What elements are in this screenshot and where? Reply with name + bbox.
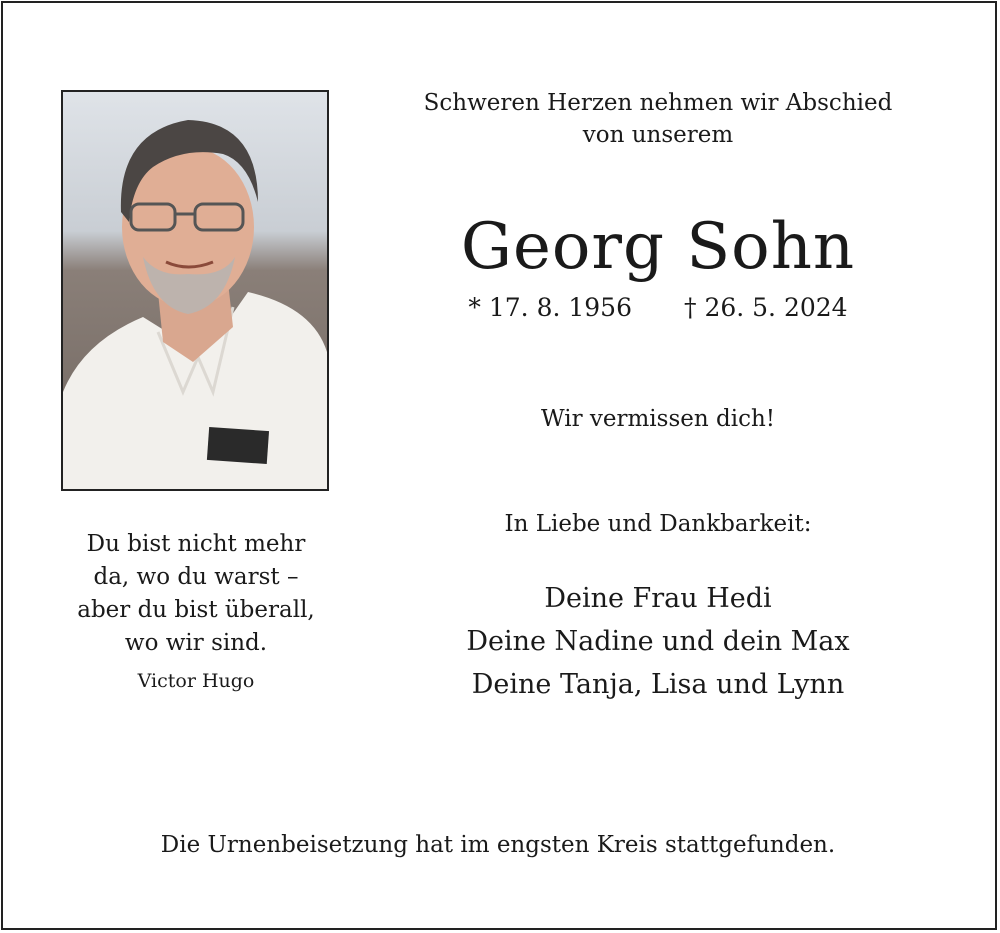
closing-phrase: In Liebe und Dankbarkeit: xyxy=(504,511,812,537)
death-date: † 26. 5. 2024 xyxy=(684,293,848,322)
intro-text xyxy=(383,87,933,151)
quote-line: da, wo du warst – xyxy=(93,564,299,590)
obituary-card xyxy=(1,1,997,930)
family-member-line: Deine Nadine und dein Max xyxy=(466,626,850,657)
family-member-line: Deine Frau Hedi xyxy=(544,583,772,614)
quote-line: wo wir sind. xyxy=(124,630,268,656)
quote-line: aber du bist überall, xyxy=(77,597,315,623)
family-member-line: Deine Tanja, Lisa und Lynn xyxy=(471,669,845,700)
portrait-illustration xyxy=(63,92,327,489)
quote-author: Victor Hugo xyxy=(137,670,255,692)
funeral-notice: Die Urnenbeisetzung hat im engsten Kreis stattgefunden. xyxy=(160,832,836,858)
memorial-message: Wir vermissen dich! xyxy=(540,406,776,432)
deceased-name: Georg Sohn xyxy=(460,210,856,284)
intro-line-1: Schweren Herzen nehmen wir Abschied xyxy=(423,90,893,116)
life-dates xyxy=(383,291,933,325)
memorial-quote xyxy=(51,528,341,660)
family-list xyxy=(383,577,933,706)
quote-line: Du bist nicht mehr xyxy=(86,531,306,557)
birth-date: * 17. 8. 1956 xyxy=(468,293,632,322)
portrait-photo xyxy=(61,90,329,491)
intro-line-2: von unserem xyxy=(582,122,734,148)
